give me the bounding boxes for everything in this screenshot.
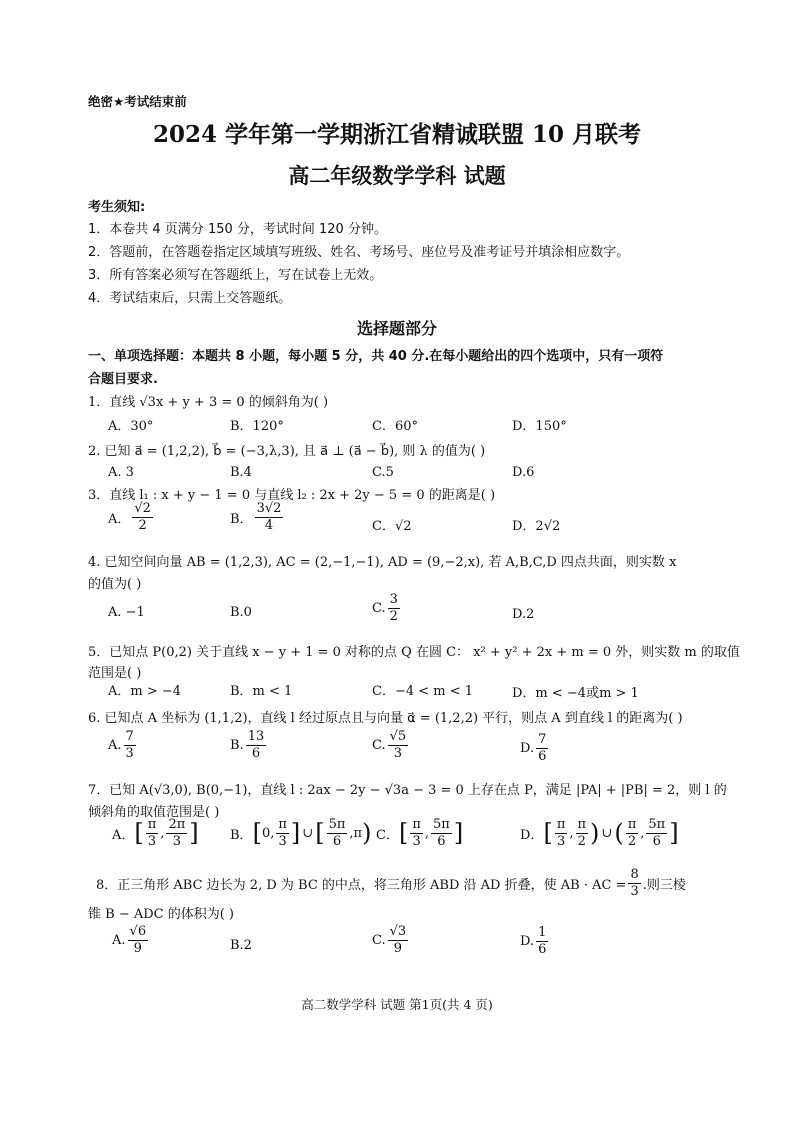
fraction-numerator: π [412,817,421,832]
q7-option-a [112,818,199,848]
exam-subtitle: 高二年级数学学科 试题 [288,163,506,188]
fraction-numerator: 5π [433,817,450,832]
fraction-numerator: 7 [125,729,134,744]
fraction [626,818,639,848]
option-letter: D. [520,740,535,756]
q2-option-c: C.5 [372,465,394,480]
page-footer: 高二数学学科 试题 第1页(共 4 页) [301,997,493,1012]
q5-option-d: D．m < −4或m > 1 [512,686,639,701]
fraction-denominator: 6 [652,833,661,849]
q8-option-b: B.2 [230,938,252,953]
notice-item: 1．本卷共 4 页满分 150 分，考试时间 120 分钟。 [88,222,387,237]
fraction-denominator: 2 [577,833,586,849]
fraction-denominator: 3 [630,883,639,899]
bracket-close: ] [669,819,679,848]
fraction-numerator: 1 [538,925,547,940]
fraction-numerator: 2π [168,817,186,832]
question-7-stem: 7．已知 A(√3,0), B(0,−1)，直线 l : 2ax − 2y − √3a − 3 = 0 上存在点 P，满足 |PA| + |PB| = 2，则 l 的 [88,783,727,798]
fraction-denominator: 6 [437,833,446,849]
fraction [388,593,400,623]
section-title: 选择题部分 [356,319,437,338]
q6-option-a [108,730,138,760]
option-letter: A． [108,511,131,527]
interval-start: 0 [261,825,271,841]
fraction [124,730,136,760]
fraction-numerator: π [627,817,637,832]
fraction [327,818,348,848]
q8-option-a [112,925,150,955]
fraction-numerator: π [147,817,157,832]
question-5-stem: 5．已知点 P(0,2) 关于直线 x − y + 1 = 0 对称的点 Q 在圆 C： x² + y² + 2x + m = 0 外，则实数 m 的取值 [88,645,740,660]
stem-text: .则三棱 [642,877,686,893]
q4-option-a: A. −1 [108,605,145,620]
question-2-stem: 2. 已知 a⃗ = (1,2,2), b⃗ = (−3,λ,3), 且 a⃗ ⊥ (a⃗ − b⃗), 则 λ 的值为( ) [88,444,486,459]
fraction-numerator: 5π [648,817,666,832]
option-letter: A. [112,932,126,948]
fraction [255,502,284,532]
fraction-denominator: 6 [251,745,261,761]
fraction-denominator: 3 [278,833,287,849]
question-5-stem-cont: 范围是( ) [88,666,142,681]
bracket-open: [ [134,819,144,848]
question-7-stem-cont: 倾斜角的取值范围是( ) [88,805,220,820]
fraction-denominator: 3 [147,833,157,849]
notice-item: 4．考试结束后，只需上交答题纸。 [88,291,292,306]
union-symbol: ∪ [601,825,613,841]
q7-option-b [230,818,371,848]
q6-option-d [520,733,550,763]
fraction [536,926,548,956]
fraction [431,818,452,848]
question-1-stem: 1．直线 √3x + y + 3 = 0 的倾斜角为( ) [88,395,329,410]
separator: , [349,825,354,841]
option-letter: C． [376,827,399,843]
separator: , [424,825,430,841]
fraction-numerator: π [577,817,587,832]
fraction-numerator: 3√2 [256,501,282,516]
fraction [555,818,568,848]
fraction [628,868,640,898]
option-letter: B． [230,511,253,527]
fraction-denominator: 2 [138,517,147,533]
option-letter: A. [108,737,122,753]
fraction-numerator: 8 [630,867,639,882]
interval-end: π [353,825,363,841]
q4-option-c [372,593,402,623]
option-letter: B. [230,737,244,753]
fraction-denominator: 3 [556,833,566,849]
q5-option-c: C．−4 < m < 1 [372,684,474,699]
option-letter: D． [520,827,544,843]
q3-option-c: C．√2 [372,519,412,534]
fraction-denominator: 2 [389,608,398,624]
q6-option-c [372,730,410,760]
question-6-stem: 6. 已知点 A 坐标为 (1,1,2)，直线 l 经过原点且与向量 α⃗ = (1,2,2) 平行，则点 A 到直线 l 的距离为( ) [88,711,683,726]
fraction-denominator: 3 [125,745,134,761]
section-intro: 一、单项选择题：本题共 8 小题，每小题 5 分，共 40 分.在每小题给出的四个选项中，只有一项符 [88,349,664,364]
fraction-denominator: 4 [264,517,274,533]
question-8-stem [96,868,686,898]
q4-option-b: B.0 [230,605,252,620]
bracket-open: [ [315,819,325,848]
fraction-denominator: 3 [172,833,181,849]
fraction [410,818,423,848]
fraction [388,730,409,760]
bracket-close: ) [590,819,600,848]
fraction-numerator: π [278,817,287,832]
notice-item: 3．所有答案必须写在答题纸上，写在试卷上无效。 [88,268,383,283]
fraction [146,818,159,848]
fraction-numerator: √3 [389,924,407,939]
q3-option-d: D．2√2 [512,519,561,534]
fraction-numerator: 7 [538,732,547,747]
fraction-numerator: 13 [247,729,265,744]
bracket-close: ] [189,819,199,848]
q6-option-b [230,730,268,760]
bracket-close: ) [362,819,372,848]
fraction-denominator: 3 [412,833,421,849]
union-symbol: ∪ [302,825,314,841]
fraction-numerator: √2 [134,501,151,516]
question-3-stem: 3．直线 l₁ : x + y − 1 = 0 与直线 l₂ : 2x + 2y − 5 = 0 的距离是( ) [88,488,496,503]
exam-title: 2024 学年第一学期浙江省精诚联盟 10 月联考 [152,121,642,148]
q5-option-b: B．m < 1 [230,684,293,699]
q2-option-a: A. 3 [108,465,134,480]
q4-option-d: D.2 [512,607,535,622]
bracket-open: [ [543,819,553,848]
question-4-stem-cont: 的值为( ) [88,577,142,592]
q1-option-c: C．60° [372,419,418,434]
q7-option-c [376,818,463,848]
fraction-numerator: √6 [129,924,147,939]
q1-option-b: B．120° [230,419,284,434]
fraction [132,502,153,532]
fraction [276,818,289,848]
q2-option-d: D.6 [512,465,535,480]
separator: , [569,825,574,841]
q5-option-a: A．m > −4 [108,684,182,699]
fraction-numerator: 5π [328,817,346,832]
option-letter: A． [112,827,135,843]
option-letter: D. [520,933,535,949]
fraction-numerator: √5 [389,729,407,744]
fraction-denominator: 6 [332,833,342,849]
fraction [576,818,589,848]
bracket-close: ] [453,819,464,848]
q8-option-d [520,926,550,956]
fraction [388,925,409,955]
separator: , [160,825,165,841]
separator: , [270,825,275,841]
q3-option-a [108,502,155,532]
q2-option-b: B.4 [230,465,252,480]
option-letter: C. [372,737,386,753]
fraction-denominator: 9 [133,940,142,956]
fraction [128,925,149,955]
stem-text: 8．正三角形 ABC 边长为 2, D 为 BC 的中点，将三角形 ABD 沿 AD 折叠，使 AB · AC = [96,877,627,893]
fraction [646,818,667,848]
fraction-denominator: 6 [538,748,547,764]
bracket-open: [ [398,819,409,848]
section-intro: 合题目要求. [88,372,158,387]
option-letter: C. [372,932,386,948]
q7-option-d [520,818,679,848]
confidential-label: 绝密★考试结束前 [88,94,187,109]
fraction [246,730,267,760]
fraction-numerator: 3 [389,592,398,607]
q3-option-b [230,502,285,532]
fraction [166,818,187,848]
fraction-denominator: 2 [627,833,637,849]
q1-option-a: A．30° [108,419,154,434]
q8-option-c [372,925,410,955]
bracket-open: [ [252,819,262,848]
fraction-denominator: 9 [393,940,403,956]
option-letter: C. [372,600,386,616]
separator: , [640,825,645,841]
question-4-stem: 4. 已知空间向量 AB = (1,2,3), AC = (2,−1,−1), AD = (9,−2,x), 若 A,B,C,D 四点共面，则实数 x [88,555,677,570]
fraction-denominator: 6 [538,941,547,957]
fraction-numerator: π [556,817,566,832]
option-letter: B． [230,827,253,843]
bracket-close: ] [290,819,301,848]
q1-option-d: D．150° [512,419,567,434]
fraction [536,733,548,763]
question-8-stem-cont: 锥 B − ADC 的体积为( ) [88,907,235,922]
bracket-open: ( [614,819,624,848]
notice-heading: 考生须知: [88,200,146,215]
fraction-denominator: 3 [393,745,403,761]
notice-item: 2．答题前，在答题卷指定区域填写班级、姓名、考场号、座位号及准考证号并填涂相应数字。 [88,245,630,260]
